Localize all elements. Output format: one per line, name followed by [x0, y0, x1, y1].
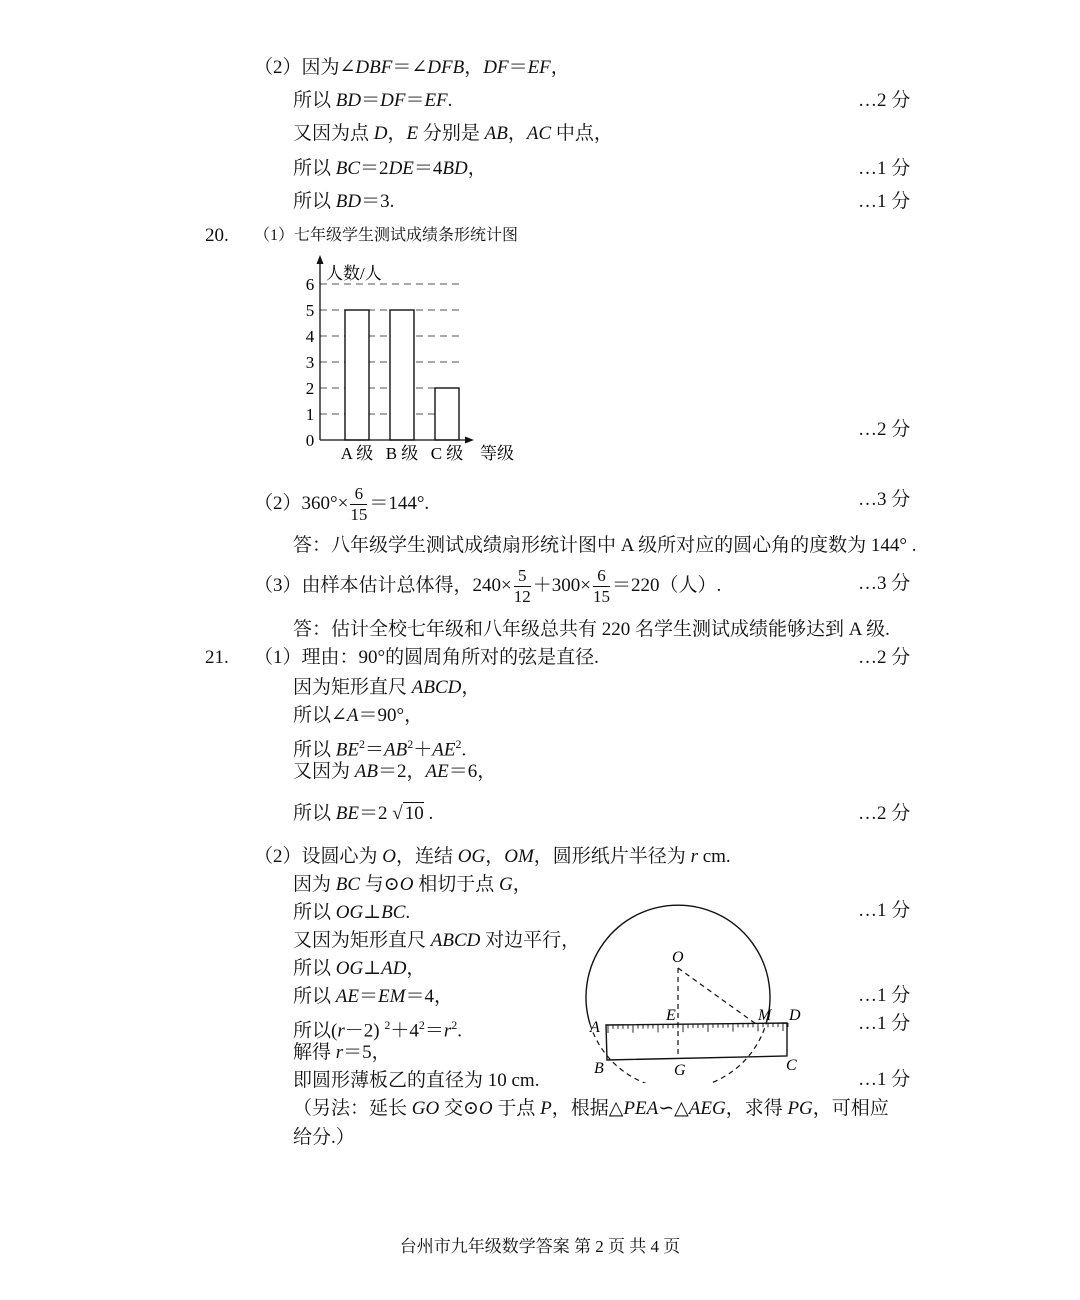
q21-alt-line1: （另法：延长 GO 交⊙O 于点 P，根据△PEA∽△AEG，求得 PG，可相应 [293, 1098, 889, 1119]
score: …2 分 [858, 803, 911, 824]
score: …2 分 [858, 90, 911, 111]
q20-number: 20. [205, 225, 229, 246]
q21-p1-line3: 所以∠A＝90°， [293, 705, 424, 726]
q19-p2-line2: 所以 BD＝DF＝EF. [293, 90, 453, 111]
q19-p2-line5: 所以 BD＝3. [293, 191, 395, 212]
q19-p2-line1: （2）因为∠DBF＝∠DFB，DF＝EF， [254, 57, 570, 78]
score: …1 分 [858, 1013, 911, 1034]
fraction: $\frac{5}{12}$ [513, 566, 531, 607]
geometry-figure [580, 868, 820, 1083]
bar [345, 310, 369, 440]
y-tick-label: 5 [305, 301, 315, 320]
q21-p1-line5: 又因为 AB＝2，AE＝6， [293, 761, 497, 782]
bar-chart [290, 255, 530, 470]
q21-p1-line6: 所以 BE＝2 √ 10 . [293, 803, 434, 824]
score: …1 分 [858, 900, 911, 921]
q20-p3-line: （3）由样本估计总体得，240× $\frac{5}{12}$ ＋300× $\frac{6}{15}$ ＝220（人）. [254, 566, 722, 607]
score: …1 分 [858, 1069, 911, 1090]
q21-alt-line2: 给分.） [293, 1127, 355, 1148]
label-b: B [594, 1060, 604, 1077]
score: …2 分 [858, 419, 911, 440]
y-tick-label: 4 [305, 327, 315, 346]
q20-p3-answer: 答：估计全校七年级和八年级总共有 220 名学生测试成绩能够达到 A 级. [293, 619, 890, 640]
q21-p1-line1: （1）理由：90°的圆周角所对的弦是直径. [254, 647, 599, 668]
x-axis-arrow [465, 437, 474, 444]
page-footer: 台州市九年级数学答案 第 2 页 共 4 页 [399, 1237, 681, 1256]
q21-p2-line4: 又因为矩形直尺 ABCD 对边平行， [293, 930, 581, 951]
q21-p2-line1: （2）设圆心为 O，连结 OG，OM，圆形纸片半径为 r cm. [254, 846, 731, 867]
label-c: C [786, 1057, 797, 1074]
label-m: M [758, 1007, 772, 1024]
q21-p2-line3: 所以 OG⊥BC. [293, 902, 411, 923]
score: …3 分 [858, 489, 911, 510]
segment-om [678, 968, 756, 1024]
q21-p1-line4: 所以 $BE^2=AB^2+AE^2$. [293, 737, 467, 761]
y-tick-label: 3 [305, 353, 315, 372]
label-o: O [672, 949, 684, 966]
y-axis-label: 人数/人 [326, 264, 382, 283]
label-a: A [590, 1019, 600, 1036]
x-category-label: A 级 [340, 444, 374, 463]
y-tick-label: 1 [305, 405, 315, 424]
x-axis-label: 等级 [480, 444, 514, 463]
score: …1 分 [858, 985, 911, 1006]
y-axis-arrow [317, 255, 324, 264]
y-tick-label: 2 [305, 379, 315, 398]
bar [390, 310, 414, 440]
score: …1 分 [858, 158, 911, 179]
q21-p2-line6: 所以 AE＝EM＝4， [293, 986, 453, 1007]
label-e: E [666, 1007, 676, 1024]
q21-p2-line8: 解得 r＝5， [293, 1042, 391, 1063]
q20-p1-title: （1）七年级学生测试成绩条形统计图 [254, 227, 519, 244]
label-g: G [674, 1062, 686, 1079]
q21-p2-line9: 即圆形薄板乙的直径为 10 cm. [293, 1070, 540, 1091]
q20-p2-line: （2）360°× $\frac{6}{15}$ ＝144°. [254, 484, 430, 525]
score: …2 分 [858, 647, 911, 668]
y-tick-label: 6 [305, 275, 315, 294]
q21-p2-line7: 所以(r－2) $^2+4^2=r^2$. [293, 1018, 462, 1042]
q19-p2-line3: 又因为点 D，E 分别是 AB，AC 中点， [293, 123, 613, 144]
y-tick-label: 0 [305, 431, 315, 450]
bar [435, 388, 459, 440]
score: …3 分 [858, 573, 911, 594]
q21-p2-line2: 因为 BC 与⊙O 相切于点 G， [293, 874, 532, 895]
q21-number: 21. [205, 647, 229, 668]
q21-p1-line2: 因为矩形直尺 ABCD， [293, 677, 481, 698]
label-d: D [789, 1007, 801, 1024]
x-category-label: B 级 [385, 444, 419, 463]
q21-p2-line5: 所以 OG⊥AD， [293, 958, 426, 979]
q19-p2-line4: 所以 BC＝2DE＝4BD， [293, 158, 487, 179]
x-category-label: C 级 [430, 444, 464, 463]
fraction: $\frac{6}{15}$ [350, 484, 368, 525]
q20-p2-answer: 答：八年级学生测试成绩扇形统计图中 A 级所对应的圆心角的度数为 144° . [293, 535, 917, 556]
sqrt-sign: √ [392, 803, 403, 824]
fraction: $\frac{6}{15}$ [592, 566, 610, 607]
score: …1 分 [858, 191, 911, 212]
